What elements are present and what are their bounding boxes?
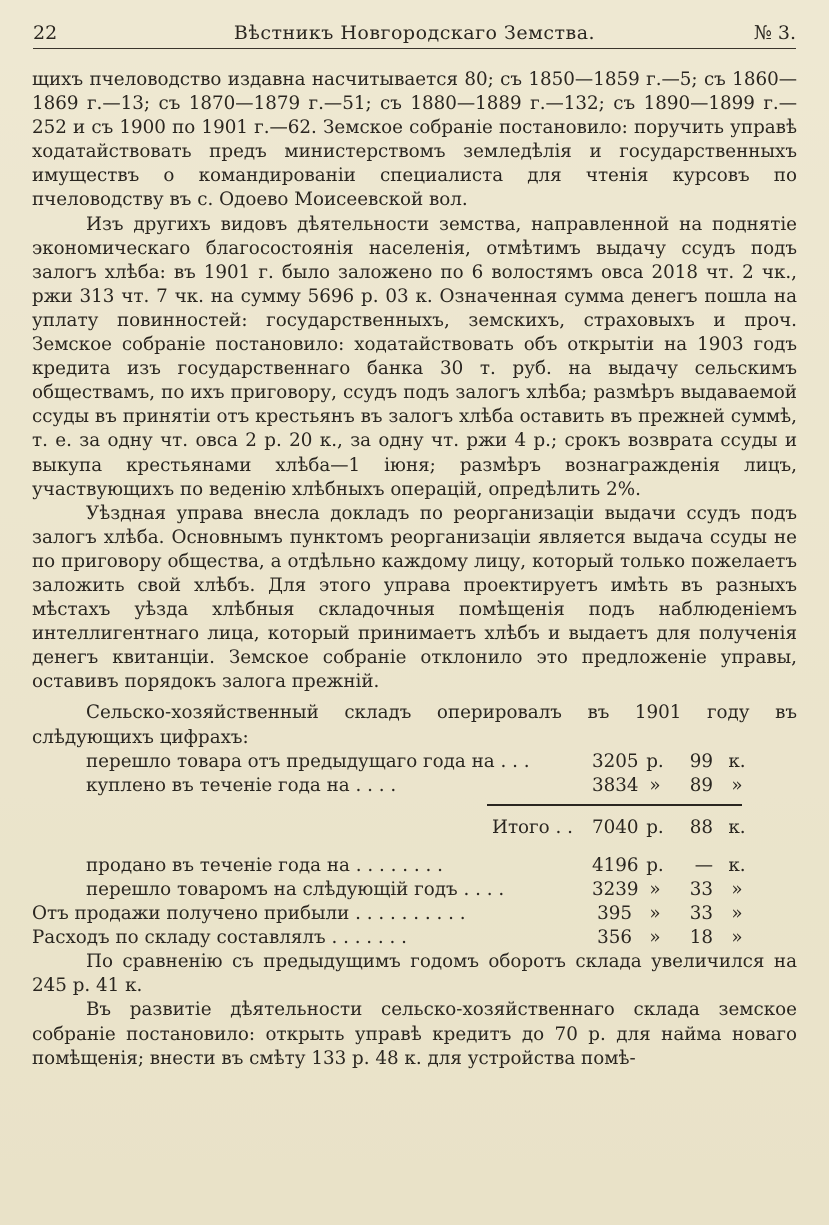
- ledger-kop-unit: »: [731, 927, 743, 949]
- ledger-kop-unit: к.: [728, 750, 746, 772]
- ledger-rub-unit: р.: [646, 854, 664, 876]
- paragraph-grain-loans: Изъ другихъ видовъ дѣятельности земства, направленной на поднятіе экономическаго благосостоянія населенія, отмѣтимъ выдачу ссудъ подъ залогъ хлѣба: въ 1901 г. было заложено по 6 волостямъ овса 2018 чт. 2 чк., ржи 313 чт. 7 чк. на сумму 5696 р. 03 к. Означенная сумма денегъ пошла на уплату повинностей: государственныхъ, земскихъ, страховыхъ и проч. Земское собраніе постановило: ходатайствовать объ открытіи на 1903 годъ кредита изъ государственнаго банка 30 т. руб. на выдачу сельскимъ обществамъ, по ихъ приговору, ссудъ подъ залогъ хлѣба; размѣръ выдаваемой ссуды въ принятіи отъ крестьянъ въ залогъ хлѣба оставить въ прежней суммѣ, т. е. за одну чт. овса 2 р. 20 к., за одну чт. ржи 4 р.; срокъ возврата ссуды и выкупа крестьянами хлѣба—1 іюня; размѣръ вознагражденія лицъ, участвующихъ по веденію хлѣбныхъ операцій, опредѣлить 2%.: [32, 213, 797, 500]
- ledger-rub-unit: »: [649, 774, 661, 796]
- warehouse-ledger: [32, 750, 797, 951]
- ledger-rubles: 3205: [592, 750, 639, 772]
- journal-title: Вѣстникъ Новгородскаго Земства.: [233, 22, 596, 44]
- ledger-rubles: 7040: [592, 816, 639, 838]
- ledger-rub-unit: »: [649, 879, 661, 900]
- ledger-total-label: Итого . .: [492, 816, 573, 838]
- ledger-rubles: 356: [597, 927, 632, 949]
- ledger-kop-unit: к.: [728, 816, 746, 838]
- ledger-row: [32, 926, 797, 950]
- ledger-kop-unit: »: [731, 879, 743, 900]
- ledger-rub-unit: »: [649, 927, 661, 949]
- ledger-kop-unit: »: [731, 774, 743, 796]
- ledger-kop-unit: к.: [728, 854, 746, 876]
- paragraph-warehouse-intro: Сельско-хозяйственный складъ оперировалъ въ 1901 году въ слѣдующихъ цифрахъ:: [32, 702, 797, 748]
- ledger-total-row: [32, 816, 797, 840]
- ledger-row: [32, 878, 797, 902]
- ledger-label: Отъ продажи получено прибыли . . . . . . . . . .: [32, 903, 466, 925]
- ledger-kopecks: 99: [689, 750, 713, 772]
- running-header: [33, 18, 796, 49]
- ledger-kopecks: —: [694, 854, 713, 876]
- ledger-label: перешло товара отъ предыдущаго года на . . .: [86, 750, 530, 772]
- ledger-rub-unit: р.: [646, 750, 664, 772]
- ledger-label: Расходъ по складу составлялъ . . . . . . .: [32, 927, 407, 949]
- sum-rule: [32, 798, 797, 810]
- ledger-kop-unit: »: [731, 903, 743, 925]
- page-number: 22: [33, 22, 58, 44]
- paragraph-reorganization: Уѣздная управа внесла докладъ по реорганизаціи выдачи ссудъ подъ залогъ хлѣба. Основнымъ пунктомъ реорганизаціи является выдача ссуды не по приговору общества, а отдѣльно каждому лицу, который только пожелаетъ заложить свой хлѣбъ. Для этого управа проектируетъ имѣть въ разныхъ мѣстахъ уѣзда хлѣбныя складочныя помѣщенія подъ наблюденіемъ интеллигентнаго лица, который принимаетъ хлѣбъ и выдаетъ для полученія денегъ квитанціи. Земское собраніе отклонило это предложеніе управы, оставивъ порядокъ залога прежній.: [32, 502, 797, 693]
- ledger-label: перешло товаромъ на слѣдующій годъ . . . .: [86, 879, 505, 900]
- ledger-row: [32, 902, 797, 926]
- ledger-kopecks: 33: [689, 903, 713, 925]
- ledger-row: [32, 750, 797, 774]
- ledger-rubles: 3239: [592, 879, 639, 900]
- ledger-row: [32, 854, 797, 878]
- ledger-rubles: 395: [597, 903, 632, 925]
- ledger-rubles: 4196: [592, 854, 639, 876]
- issue-number: № 3.: [753, 22, 796, 44]
- paragraph-beekeeping: щихъ пчеловодство издавна насчитывается 80; съ 1850—1859 г.—5; съ 1860—1869 г.—13; съ 1870—1879 г.—51; съ 1880—1889 г.—132; съ 1890—1899 г.—252 и съ 1900 по 1901 г.—62. Земское собраніе постановило: поручить управѣ ходатайствовать предъ министерствомъ земледѣлія и государственныхъ имуществъ о командированіи специалиста для чтенія курсовъ по пчеловодству въ с. Одоево Моисеевской вол.: [32, 69, 797, 211]
- ledger-label: куплено въ теченіе года на . . . .: [86, 774, 397, 796]
- ledger-rub-unit: »: [649, 903, 661, 925]
- paragraph-development: Въ развитіе дѣятельности сельско-хозяйственнаго склада земское собраніе постановило: открыть управѣ кредитъ до 70 р. для найма новаго помѣщенія; внести въ смѣту 133 р. 48 к. для устройства помѣ-: [32, 999, 797, 1069]
- ledger-kopecks: 18: [689, 927, 713, 949]
- ledger-rub-unit: р.: [646, 816, 664, 838]
- ledger-kopecks: 33: [689, 879, 713, 900]
- ledger-kopecks: 89: [689, 774, 713, 796]
- ledger-label: продано въ теченіе года на . . . . . . . .: [86, 854, 443, 876]
- ledger-row: [32, 774, 797, 798]
- article-body: [32, 68, 797, 1071]
- ledger-kopecks: 88: [689, 816, 713, 838]
- ledger-rubles: 3834: [592, 774, 639, 796]
- paragraph-turnover: По сравненію съ предыдущимъ годомъ оборотъ склада увеличился на 245 р. 41 к.: [32, 951, 797, 997]
